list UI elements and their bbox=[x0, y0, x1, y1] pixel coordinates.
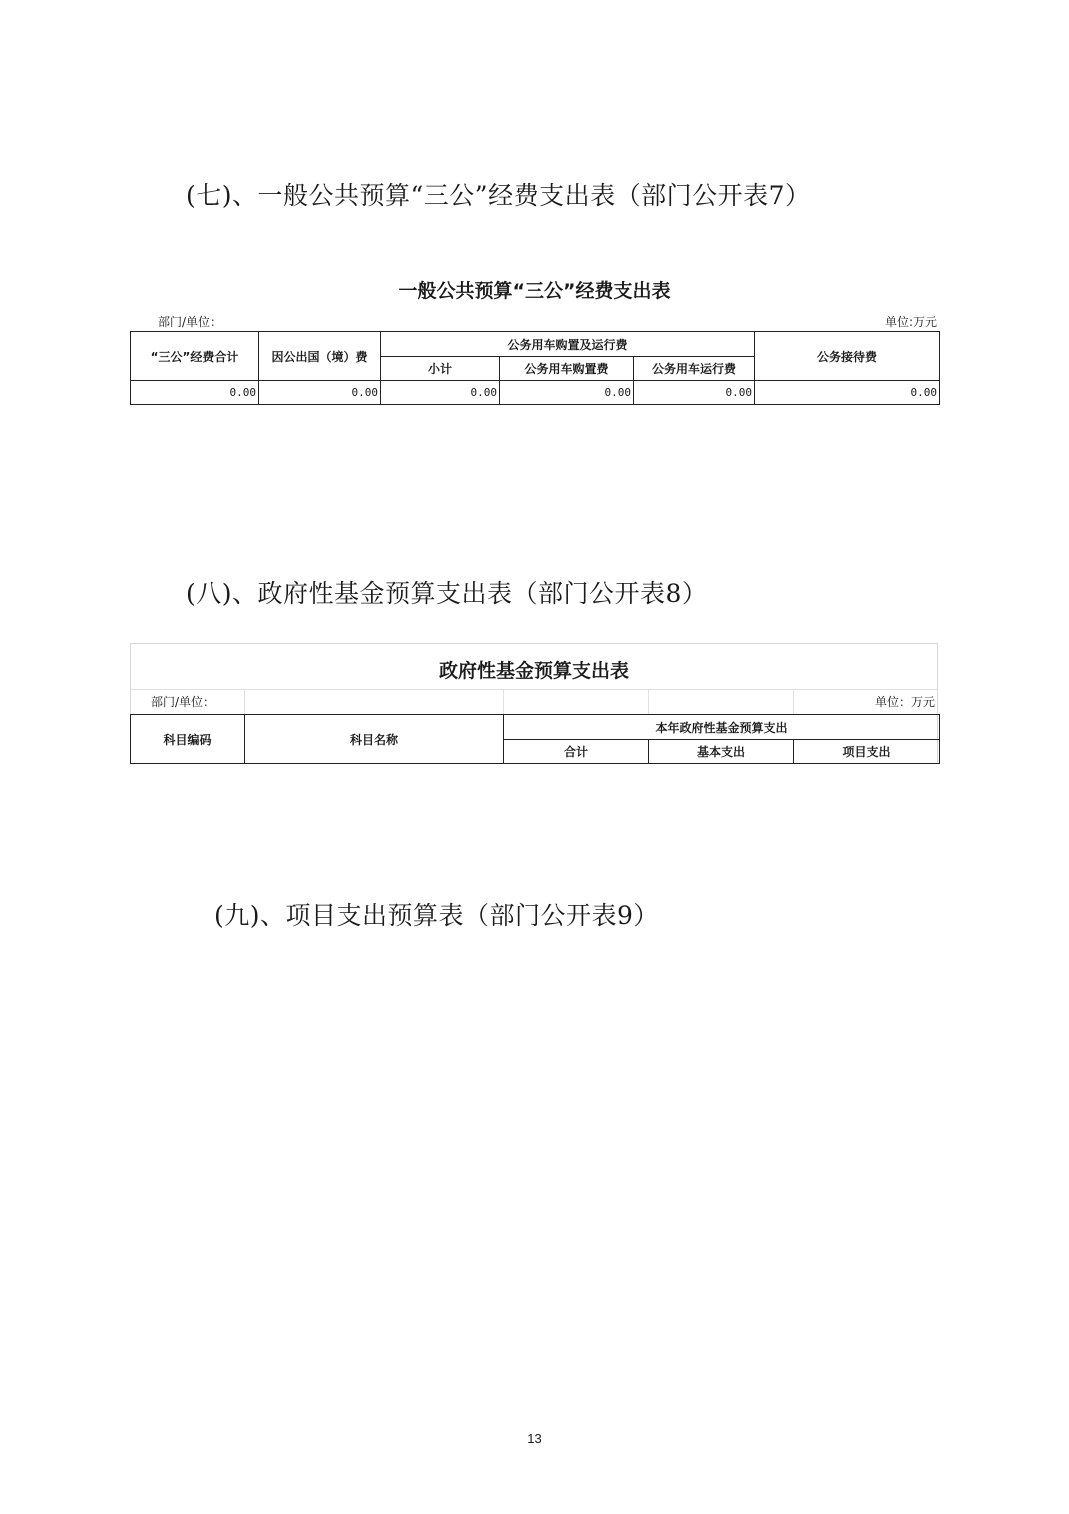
cell-overseas: 0.00 bbox=[259, 381, 381, 405]
cell-subtotal: 0.00 bbox=[381, 381, 500, 405]
header-reception: 公务接待费 bbox=[755, 332, 940, 381]
table-7-dept-unit: 部门/单位： bbox=[158, 315, 223, 329]
cell-total: 0.00 bbox=[131, 381, 259, 405]
cell-reception: 0.00 bbox=[755, 381, 940, 405]
section-7-heading: (七)、一般公共预算“三公”经费支出表（部门公开表7） bbox=[186, 181, 811, 210]
header-overseas: 因公出国（境）费 bbox=[259, 332, 381, 381]
table-8-dept-unit: 部门/单位： bbox=[131, 690, 245, 715]
section-9-heading: (九)、项目支出预算表（部门公开表9） bbox=[214, 901, 659, 930]
header-subtotal: 小计 bbox=[381, 357, 500, 381]
header-vehicle-purchase: 公务用车购置费 bbox=[500, 357, 634, 381]
table-8-title: 政府性基金预算支出表 bbox=[438, 660, 629, 682]
table-8-unit-row bbox=[131, 689, 937, 715]
table-8-unit: 单位：万元 bbox=[874, 695, 935, 709]
gov-fund-expense-table bbox=[130, 714, 940, 764]
header-subject-name: 科目名称 bbox=[245, 715, 504, 764]
table-7-title: 一般公共预算“三公”经费支出表 bbox=[398, 280, 671, 302]
table-8-blank-cell bbox=[245, 690, 504, 715]
header-fund-group: 本年政府性基金预算支出 bbox=[504, 715, 940, 740]
page-number: 13 bbox=[527, 1431, 542, 1446]
table-8-blank-cell bbox=[649, 690, 794, 715]
header-vehicle-operation: 公务用车运行费 bbox=[634, 357, 755, 381]
section-8-heading: (八)、政府性基金预算支出表（部门公开表8） bbox=[186, 579, 708, 608]
header-fund-total: 合计 bbox=[504, 740, 649, 764]
header-vehicle-group: 公务用车购置及运行费 bbox=[381, 332, 755, 357]
table-8-blank-cell bbox=[504, 690, 649, 715]
header-total: “三公”经费合计 bbox=[131, 332, 259, 381]
table-7-unit: 单位:万元 bbox=[884, 315, 937, 329]
header-fund-project: 项目支出 bbox=[794, 740, 940, 764]
three-public-expenses-table bbox=[130, 331, 940, 405]
cell-vehicle-purchase: 0.00 bbox=[500, 381, 634, 405]
table-row bbox=[131, 381, 940, 405]
header-subject-code: 科目编码 bbox=[131, 715, 245, 764]
header-fund-basic: 基本支出 bbox=[649, 740, 794, 764]
cell-vehicle-operation: 0.00 bbox=[634, 381, 755, 405]
